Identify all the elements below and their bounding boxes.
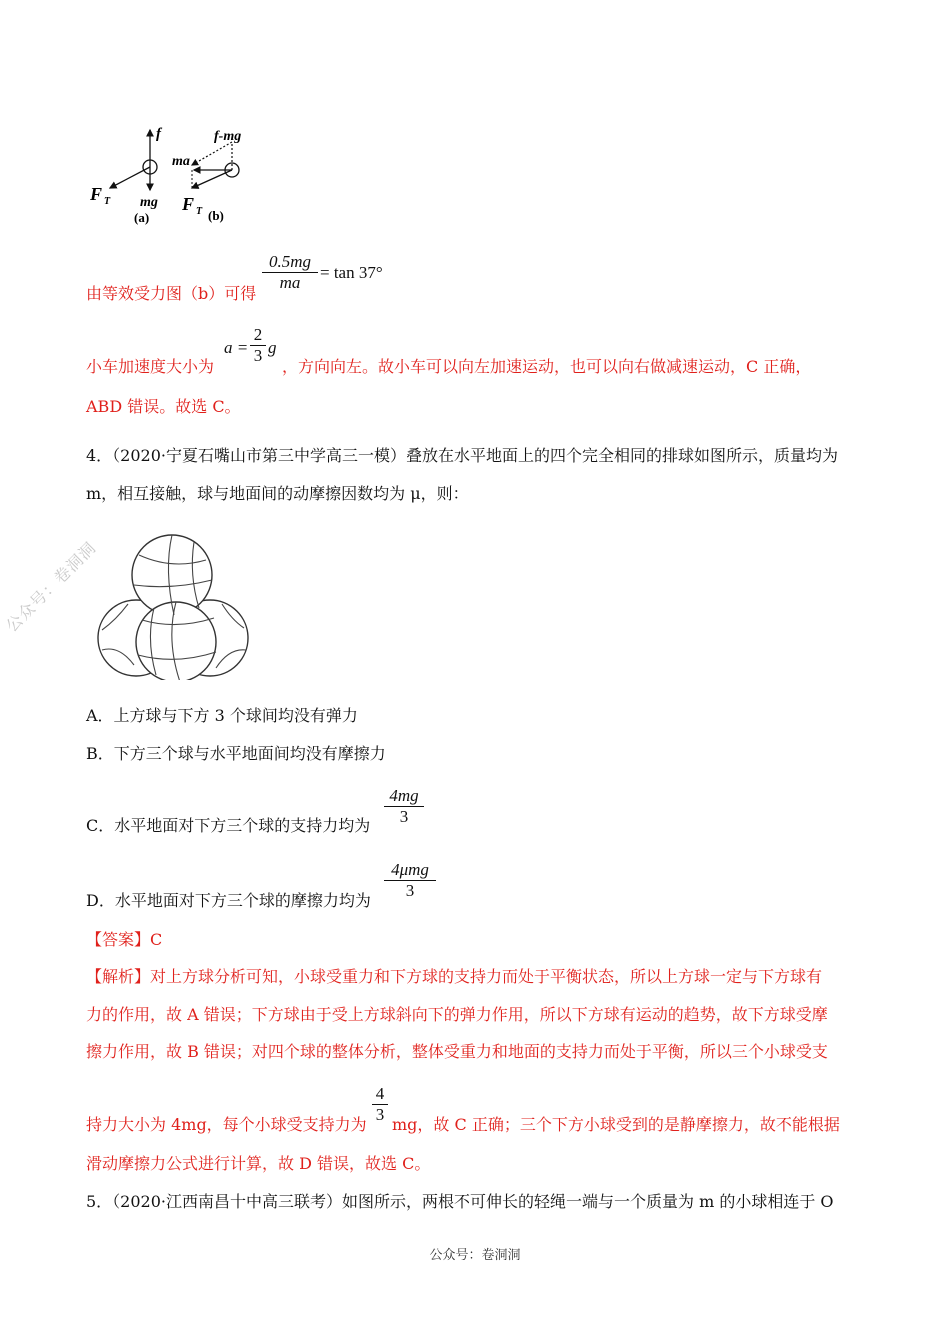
label-ft-sub-a: T [104, 196, 111, 207]
analysis-line1: 【解析】对上方球分析可知，小球受重力和下方球的支持力而处于平衡状态，所以上方球一定与下方球有 [86, 967, 823, 986]
option-c-fraction [384, 786, 424, 827]
label-a: (a) [134, 210, 150, 225]
answer: 【答案】C [86, 930, 163, 949]
volleyballs-illustration [94, 530, 254, 680]
label-mg: mg [140, 195, 158, 210]
analysis-numerator: 4 [375, 1084, 385, 1103]
option-c-numerator: 4mg [389, 786, 419, 805]
analysis-denominator: 3 [375, 1105, 385, 1124]
q4-line1: 4．（2020·宁夏石嘴山市第三中学高三一模）叠放在水平地面上的四个完全相同的排球如图所示，质量均为 [86, 446, 838, 465]
label-f: f [156, 126, 161, 142]
label-b: (b) [208, 208, 224, 223]
equiv-text: 由等效受力图（b）可得 [86, 284, 257, 303]
label-ft-a: F [90, 184, 103, 204]
accel-g: g [268, 338, 277, 357]
force-diagram [84, 120, 264, 230]
option-b: B．下方三个球与水平地面间均没有摩擦力 [86, 744, 386, 763]
option-d-denominator: 3 [405, 881, 415, 900]
analysis-line4b: mg，故 C 正确；三个下方小球受到的是静摩擦力，故不能根据 [392, 1115, 840, 1134]
watermark: 公众号：卷洞洞 [2, 537, 100, 636]
eq1-fraction [262, 252, 318, 293]
analysis-line2: 力的作用，故 A 错误；下方球由于受上方球斜向下的弹力作用，所以下方球有运动的趋势，故下方球受摩 [86, 1005, 828, 1024]
eq1-denominator: ma [279, 273, 301, 292]
eq1-numerator: 0.5mg [268, 252, 312, 271]
accel-suffix: ，方向向左。故小车可以向左加速运动，也可以向右做减速运动，C 正确， [282, 357, 812, 376]
analysis-line3: 擦力作用，故 B 错误；对四个球的整体分析，整体受重力和地面的支持力而处于平衡，所以三个小球受支 [86, 1042, 828, 1061]
analysis-line5: 滑动摩擦力公式进行计算，故 D 错误，故选 C。 [86, 1154, 431, 1173]
option-d: D．水平地面对下方三个球的摩擦力均为 [86, 891, 371, 910]
option-c: C．水平地面对下方三个球的支持力均为 [86, 816, 371, 835]
label-ma: ma [172, 154, 190, 169]
option-d-numerator: 4μmg [391, 860, 429, 879]
option-a: A．上方球与下方 3 个球间均没有弹力 [86, 706, 358, 725]
label-ft-b: F [182, 194, 195, 214]
eq1-rhs: = tan 37° [320, 263, 383, 282]
accel-lhs: a = [224, 338, 249, 357]
footer: 公众号：卷洞洞 [429, 1248, 521, 1263]
label-ft-sub-b: T [196, 206, 203, 217]
accel-numerator: 2 [253, 325, 263, 344]
accel-line2: ABD 错误。故选 C。 [86, 397, 241, 416]
analysis-fraction [372, 1084, 388, 1125]
option-d-fraction [384, 860, 436, 901]
accel-denominator: 3 [253, 346, 263, 365]
option-c-denominator: 3 [399, 807, 409, 826]
analysis-line4a: 持力大小为 4mg，每个小球受支持力为 [86, 1115, 367, 1134]
q5-line1: 5．（2020·江西南昌十中高三联考）如图所示，两根不可伸长的轻绳一端与一个质量为 m 的小球相连于 O [86, 1192, 834, 1211]
label-f-mg: f-mg [214, 129, 242, 144]
accel-prefix: 小车加速度大小为 [86, 357, 215, 376]
accel-fraction [250, 325, 266, 366]
q4-line2: m，相互接触，球与地面间的动摩擦因数均为 μ，则： [86, 484, 469, 503]
